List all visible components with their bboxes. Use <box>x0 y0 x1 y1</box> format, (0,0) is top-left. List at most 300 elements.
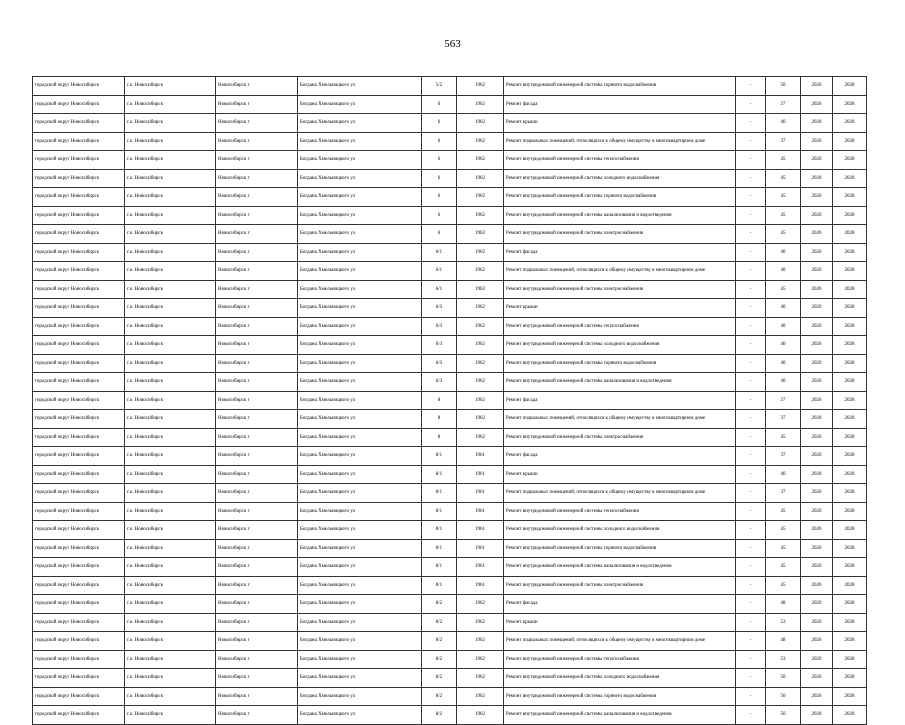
count-cell: 53 <box>766 650 801 669</box>
dash-cell: - <box>736 206 766 225</box>
district-cell: г.о. Новосибирск <box>125 114 216 133</box>
city-cell: Новосибирск г <box>216 539 298 558</box>
municipality-cell: городской округ Новосибирск <box>33 465 125 484</box>
count-cell: 50 <box>766 669 801 688</box>
house-number-cell: 6 <box>422 188 457 207</box>
city-cell: Новосибирск г <box>216 576 298 595</box>
house-number-cell: 8/1 <box>422 447 457 466</box>
district-cell: г.о. Новосибирск <box>125 613 216 632</box>
district-cell: г.о. Новосибирск <box>125 706 216 725</box>
work-type-cell: Ремонт фасада <box>504 391 736 410</box>
table-row <box>33 262 867 281</box>
end-year-cell: 2028 <box>833 225 867 244</box>
count-cell: 45 <box>766 558 801 577</box>
year-built-cell: 1962 <box>457 632 504 651</box>
city-cell: Новосибирск г <box>216 354 298 373</box>
district-cell: г.о. Новосибирск <box>125 317 216 336</box>
street-cell: Богдана Хмельницкого ул <box>298 447 422 466</box>
end-year-cell: 2028 <box>833 317 867 336</box>
house-number-cell: 6/1 <box>422 280 457 299</box>
city-cell: Новосибирск г <box>216 243 298 262</box>
start-year-cell: 2026 <box>801 447 833 466</box>
street-cell: Богдана Хмельницкого ул <box>298 595 422 614</box>
year-built-cell: 1962 <box>457 95 504 114</box>
end-year-cell: 2028 <box>833 188 867 207</box>
table-row <box>33 558 867 577</box>
municipality-cell: городской округ Новосибирск <box>33 706 125 725</box>
house-number-cell: 8/2 <box>422 613 457 632</box>
district-cell: г.о. Новосибирск <box>125 521 216 540</box>
dash-cell: - <box>736 447 766 466</box>
street-cell: Богдана Хмельницкого ул <box>298 669 422 688</box>
count-cell: 45 <box>766 576 801 595</box>
municipality-cell: городской округ Новосибирск <box>33 354 125 373</box>
end-year-cell: 2028 <box>833 447 867 466</box>
count-cell: 40 <box>766 354 801 373</box>
dash-cell: - <box>736 262 766 281</box>
table-row <box>33 650 867 669</box>
street-cell: Богдана Хмельницкого ул <box>298 243 422 262</box>
count-cell: 48 <box>766 632 801 651</box>
city-cell: Новосибирск г <box>216 706 298 725</box>
municipality-cell: городской округ Новосибирск <box>33 243 125 262</box>
end-year-cell: 2028 <box>833 650 867 669</box>
work-type-cell: Ремонт внутридомовой инженерной системы электроснабжения <box>504 576 736 595</box>
start-year-cell: 2026 <box>801 428 833 447</box>
end-year-cell: 2028 <box>833 262 867 281</box>
dash-cell: - <box>736 391 766 410</box>
table-row <box>33 299 867 318</box>
municipality-cell: городской округ Новосибирск <box>33 447 125 466</box>
end-year-cell: 2028 <box>833 151 867 170</box>
work-type-cell: Ремонт внутридомовой инженерной системы канализования и водоотведения <box>504 558 736 577</box>
house-number-cell: 6/3 <box>422 299 457 318</box>
municipality-cell: городской округ Новосибирск <box>33 595 125 614</box>
dash-cell: - <box>736 280 766 299</box>
start-year-cell: 2026 <box>801 262 833 281</box>
house-number-cell: 8/1 <box>422 465 457 484</box>
city-cell: Новосибирск г <box>216 262 298 281</box>
house-number-cell: 6 <box>422 132 457 151</box>
work-type-cell: Ремонт фасада <box>504 595 736 614</box>
end-year-cell: 2028 <box>833 465 867 484</box>
year-built-cell: 1961 <box>457 539 504 558</box>
table-row <box>33 706 867 725</box>
district-cell: г.о. Новосибирск <box>125 262 216 281</box>
municipality-cell: городской округ Новосибирск <box>33 428 125 447</box>
work-type-cell: Ремонт внутридомовой инженерной системы горячего водоснабжения <box>504 188 736 207</box>
house-number-cell: 8/1 <box>422 502 457 521</box>
count-cell: 40 <box>766 243 801 262</box>
year-built-cell: 1962 <box>457 280 504 299</box>
district-cell: г.о. Новосибирск <box>125 299 216 318</box>
street-cell: Богдана Хмельницкого ул <box>298 410 422 429</box>
work-type-cell: Ремонт фасада <box>504 243 736 262</box>
district-cell: г.о. Новосибирск <box>125 687 216 706</box>
district-cell: г.о. Новосибирск <box>125 669 216 688</box>
count-cell: 50 <box>766 706 801 725</box>
house-number-cell: 6/3 <box>422 336 457 355</box>
house-number-cell: 8/2 <box>422 687 457 706</box>
street-cell: Богдана Хмельницкого ул <box>298 95 422 114</box>
count-cell: 40 <box>766 373 801 392</box>
start-year-cell: 2026 <box>801 465 833 484</box>
start-year-cell: 2026 <box>801 206 833 225</box>
city-cell: Новосибирск г <box>216 595 298 614</box>
street-cell: Богдана Хмельницкого ул <box>298 428 422 447</box>
year-built-cell: 1962 <box>457 151 504 170</box>
street-cell: Богдана Хмельницкого ул <box>298 114 422 133</box>
district-cell: г.о. Новосибирск <box>125 428 216 447</box>
work-type-cell: Ремонт внутридомовой инженерной системы теплоснабжения <box>504 151 736 170</box>
year-built-cell: 1962 <box>457 299 504 318</box>
city-cell: Новосибирск г <box>216 447 298 466</box>
work-type-cell: Ремонт внутридомовой инженерной системы электроснабжения <box>504 428 736 447</box>
dash-cell: - <box>736 428 766 447</box>
year-built-cell: 1962 <box>457 428 504 447</box>
district-cell: г.о. Новосибирск <box>125 632 216 651</box>
year-built-cell: 1961 <box>457 502 504 521</box>
municipality-cell: городской округ Новосибирск <box>33 613 125 632</box>
work-type-cell: Ремонт внутридомовой инженерной системы горячего водоснабжения <box>504 77 736 96</box>
street-cell: Богдана Хмельницкого ул <box>298 391 422 410</box>
work-type-cell: Ремонт подвальных помещений, относящихся к общему имуществу в многоквартирном доме <box>504 484 736 503</box>
year-built-cell: 1962 <box>457 132 504 151</box>
end-year-cell: 2028 <box>833 280 867 299</box>
count-cell: 37 <box>766 484 801 503</box>
year-built-cell: 1962 <box>457 391 504 410</box>
start-year-cell: 2026 <box>801 77 833 96</box>
municipality-cell: городской округ Новосибирск <box>33 151 125 170</box>
work-type-cell: Ремонт внутридомовой инженерной системы холодного водоснабжения <box>504 169 736 188</box>
end-year-cell: 2028 <box>833 354 867 373</box>
district-cell: г.о. Новосибирск <box>125 558 216 577</box>
street-cell: Богдана Хмельницкого ул <box>298 687 422 706</box>
street-cell: Богдана Хмельницкого ул <box>298 188 422 207</box>
count-cell: 50 <box>766 77 801 96</box>
table-row <box>33 151 867 170</box>
house-number-cell: 8/2 <box>422 669 457 688</box>
municipality-cell: городской округ Новосибирск <box>33 650 125 669</box>
district-cell: г.о. Новосибирск <box>125 465 216 484</box>
street-cell: Богдана Хмельницкого ул <box>298 317 422 336</box>
year-built-cell: 1962 <box>457 206 504 225</box>
district-cell: г.о. Новосибирск <box>125 502 216 521</box>
start-year-cell: 2026 <box>801 576 833 595</box>
dash-cell: - <box>736 465 766 484</box>
street-cell: Богдана Хмельницкого ул <box>298 558 422 577</box>
work-type-cell: Ремонт внутридомовой инженерной системы холодного водоснабжения <box>504 336 736 355</box>
work-type-cell: Ремонт внутридомовой инженерной системы канализования и водоотведения <box>504 373 736 392</box>
street-cell: Богдана Хмельницкого ул <box>298 539 422 558</box>
count-cell: 45 <box>766 539 801 558</box>
district-cell: г.о. Новосибирск <box>125 169 216 188</box>
table-row <box>33 539 867 558</box>
city-cell: Новосибирск г <box>216 373 298 392</box>
count-cell: 45 <box>766 225 801 244</box>
end-year-cell: 2028 <box>833 206 867 225</box>
district-cell: г.о. Новосибирск <box>125 280 216 299</box>
count-cell: 40 <box>766 299 801 318</box>
district-cell: г.о. Новосибирск <box>125 77 216 96</box>
table-row <box>33 354 867 373</box>
dash-cell: - <box>736 687 766 706</box>
municipality-cell: городской округ Новосибирск <box>33 225 125 244</box>
dash-cell: - <box>736 132 766 151</box>
city-cell: Новосибирск г <box>216 650 298 669</box>
house-number-cell: 6 <box>422 169 457 188</box>
work-type-cell: Ремонт подвальных помещений, относящихся к общему имуществу в многоквартирном доме <box>504 262 736 281</box>
dash-cell: - <box>736 521 766 540</box>
year-built-cell: 1961 <box>457 558 504 577</box>
house-number-cell: 6/1 <box>422 262 457 281</box>
city-cell: Новосибирск г <box>216 77 298 96</box>
city-cell: Новосибирск г <box>216 613 298 632</box>
table-row <box>33 95 867 114</box>
district-cell: г.о. Новосибирск <box>125 539 216 558</box>
city-cell: Новосибирск г <box>216 632 298 651</box>
year-built-cell: 1962 <box>457 687 504 706</box>
city-cell: Новосибирск г <box>216 428 298 447</box>
house-number-cell: 6 <box>422 114 457 133</box>
municipality-cell: городской округ Новосибирск <box>33 558 125 577</box>
end-year-cell: 2028 <box>833 576 867 595</box>
dash-cell: - <box>736 576 766 595</box>
city-cell: Новосибирск г <box>216 484 298 503</box>
city-cell: Новосибирск г <box>216 188 298 207</box>
city-cell: Новосибирск г <box>216 225 298 244</box>
work-type-cell: Ремонт внутридомовой инженерной системы горячего водоснабжения <box>504 687 736 706</box>
house-number-cell: 8/1 <box>422 558 457 577</box>
end-year-cell: 2028 <box>833 632 867 651</box>
municipality-cell: городской округ Новосибирск <box>33 95 125 114</box>
dash-cell: - <box>736 317 766 336</box>
end-year-cell: 2028 <box>833 521 867 540</box>
start-year-cell: 2026 <box>801 151 833 170</box>
house-number-cell: 8/1 <box>422 521 457 540</box>
start-year-cell: 2026 <box>801 354 833 373</box>
city-cell: Новосибирск г <box>216 410 298 429</box>
year-built-cell: 1962 <box>457 77 504 96</box>
municipality-cell: городской округ Новосибирск <box>33 502 125 521</box>
start-year-cell: 2026 <box>801 632 833 651</box>
municipality-cell: городской округ Новосибирск <box>33 317 125 336</box>
dash-cell: - <box>736 151 766 170</box>
dash-cell: - <box>736 225 766 244</box>
start-year-cell: 2026 <box>801 225 833 244</box>
municipality-cell: городской округ Новосибирск <box>33 77 125 96</box>
street-cell: Богдана Хмельницкого ул <box>298 502 422 521</box>
year-built-cell: 1962 <box>457 354 504 373</box>
work-type-cell: Ремонт крыши <box>504 114 736 133</box>
year-built-cell: 1962 <box>457 669 504 688</box>
city-cell: Новосибирск г <box>216 521 298 540</box>
end-year-cell: 2028 <box>833 132 867 151</box>
dash-cell: - <box>736 706 766 725</box>
house-number-cell: 8/2 <box>422 650 457 669</box>
dash-cell: - <box>736 243 766 262</box>
work-type-cell: Ремонт внутридомовой инженерной системы канализования и водоотведения <box>504 206 736 225</box>
work-type-cell: Ремонт фасада <box>504 95 736 114</box>
table-row <box>33 225 867 244</box>
dash-cell: - <box>736 114 766 133</box>
house-number-cell: 6 <box>422 95 457 114</box>
count-cell: 45 <box>766 151 801 170</box>
table-row <box>33 243 867 262</box>
count-cell: 40 <box>766 114 801 133</box>
city-cell: Новосибирск г <box>216 132 298 151</box>
municipality-cell: городской округ Новосибирск <box>33 336 125 355</box>
count-cell: 53 <box>766 613 801 632</box>
district-cell: г.о. Новосибирск <box>125 336 216 355</box>
house-number-cell: 8/2 <box>422 706 457 725</box>
dash-cell: - <box>736 188 766 207</box>
work-type-cell: Ремонт крыши <box>504 465 736 484</box>
municipality-cell: городской округ Новосибирск <box>33 299 125 318</box>
municipality-cell: городской округ Новосибирск <box>33 687 125 706</box>
street-cell: Богдана Хмельницкого ул <box>298 225 422 244</box>
street-cell: Богдана Хмельницкого ул <box>298 576 422 595</box>
district-cell: г.о. Новосибирск <box>125 151 216 170</box>
municipality-cell: городской округ Новосибирск <box>33 576 125 595</box>
table-row <box>33 428 867 447</box>
street-cell: Богдана Хмельницкого ул <box>298 132 422 151</box>
street-cell: Богдана Хмельницкого ул <box>298 169 422 188</box>
municipality-cell: городской округ Новосибирск <box>33 539 125 558</box>
dash-cell: - <box>736 336 766 355</box>
end-year-cell: 2028 <box>833 484 867 503</box>
house-number-cell: 6 <box>422 225 457 244</box>
table-row <box>33 447 867 466</box>
work-type-cell: Ремонт внутридомовой инженерной системы холодного водоснабжения <box>504 521 736 540</box>
work-type-cell: Ремонт внутридомовой инженерной системы электроснабжения <box>504 280 736 299</box>
house-number-cell: 6/3 <box>422 373 457 392</box>
district-cell: г.о. Новосибирск <box>125 132 216 151</box>
end-year-cell: 2028 <box>833 169 867 188</box>
street-cell: Богдана Хмельницкого ул <box>298 262 422 281</box>
city-cell: Новосибирск г <box>216 502 298 521</box>
work-type-cell: Ремонт крыши <box>504 613 736 632</box>
district-cell: г.о. Новосибирск <box>125 576 216 595</box>
year-built-cell: 1962 <box>457 243 504 262</box>
dash-cell: - <box>736 410 766 429</box>
table-row <box>33 576 867 595</box>
count-cell: 37 <box>766 410 801 429</box>
street-cell: Богдана Хмельницкого ул <box>298 650 422 669</box>
district-cell: г.о. Новосибирск <box>125 206 216 225</box>
work-type-cell: Ремонт внутридомовой инженерной системы горячего водоснабжения <box>504 539 736 558</box>
year-built-cell: 1961 <box>457 447 504 466</box>
table-row <box>33 502 867 521</box>
city-cell: Новосибирск г <box>216 114 298 133</box>
house-number-cell: 8/1 <box>422 576 457 595</box>
municipality-cell: городской округ Новосибирск <box>33 632 125 651</box>
district-cell: г.о. Новосибирск <box>125 410 216 429</box>
end-year-cell: 2028 <box>833 669 867 688</box>
start-year-cell: 2026 <box>801 410 833 429</box>
work-type-cell: Ремонт внутридомовой инженерной системы горячего водоснабжения <box>504 354 736 373</box>
street-cell: Богдана Хмельницкого ул <box>298 336 422 355</box>
table-row <box>33 336 867 355</box>
start-year-cell: 2026 <box>801 299 833 318</box>
page-number: 563 <box>444 38 461 50</box>
house-number-cell: 6/3 <box>422 317 457 336</box>
start-year-cell: 2026 <box>801 613 833 632</box>
dash-cell: - <box>736 373 766 392</box>
year-built-cell: 1961 <box>457 521 504 540</box>
work-type-cell: Ремонт крыши <box>504 299 736 318</box>
house-number-cell: 6/1 <box>422 243 457 262</box>
end-year-cell: 2028 <box>833 114 867 133</box>
city-cell: Новосибирск г <box>216 299 298 318</box>
work-type-cell: Ремонт внутридомовой инженерной системы теплоснабжения <box>504 317 736 336</box>
start-year-cell: 2026 <box>801 336 833 355</box>
table-row <box>33 465 867 484</box>
count-cell: 45 <box>766 428 801 447</box>
table-row <box>33 687 867 706</box>
district-cell: г.о. Новосибирск <box>125 595 216 614</box>
dash-cell: - <box>736 539 766 558</box>
end-year-cell: 2028 <box>833 410 867 429</box>
dash-cell: - <box>736 95 766 114</box>
house-number-cell: 8 <box>422 410 457 429</box>
start-year-cell: 2026 <box>801 669 833 688</box>
count-cell: 37 <box>766 132 801 151</box>
end-year-cell: 2028 <box>833 539 867 558</box>
year-built-cell: 1962 <box>457 650 504 669</box>
table-row <box>33 114 867 133</box>
house-number-cell: 8/2 <box>422 595 457 614</box>
municipality-cell: городской округ Новосибирск <box>33 132 125 151</box>
year-built-cell: 1962 <box>457 595 504 614</box>
dash-cell: - <box>736 669 766 688</box>
street-cell: Богдана Хмельницкого ул <box>298 77 422 96</box>
count-cell: 45 <box>766 502 801 521</box>
street-cell: Богдана Хмельницкого ул <box>298 280 422 299</box>
count-cell: 45 <box>766 521 801 540</box>
count-cell: 45 <box>766 188 801 207</box>
end-year-cell: 2028 <box>833 95 867 114</box>
table-row <box>33 521 867 540</box>
start-year-cell: 2026 <box>801 558 833 577</box>
table-row <box>33 206 867 225</box>
year-built-cell: 1961 <box>457 465 504 484</box>
table-row <box>33 484 867 503</box>
table-row <box>33 373 867 392</box>
year-built-cell: 1962 <box>457 336 504 355</box>
city-cell: Новосибирск г <box>216 317 298 336</box>
start-year-cell: 2026 <box>801 169 833 188</box>
house-number-cell: 8/2 <box>422 632 457 651</box>
end-year-cell: 2028 <box>833 613 867 632</box>
city-cell: Новосибирск г <box>216 169 298 188</box>
end-year-cell: 2028 <box>833 558 867 577</box>
work-type-cell: Ремонт фасада <box>504 447 736 466</box>
table-row <box>33 77 867 96</box>
dash-cell: - <box>736 632 766 651</box>
city-cell: Новосибирск г <box>216 687 298 706</box>
table-row <box>33 613 867 632</box>
street-cell: Богдана Хмельницкого ул <box>298 632 422 651</box>
start-year-cell: 2026 <box>801 539 833 558</box>
capital-repair-table <box>32 76 867 725</box>
start-year-cell: 2026 <box>801 317 833 336</box>
city-cell: Новосибирск г <box>216 95 298 114</box>
municipality-cell: городской округ Новосибирск <box>33 484 125 503</box>
year-built-cell: 1962 <box>457 114 504 133</box>
count-cell: 48 <box>766 595 801 614</box>
city-cell: Новосибирск г <box>216 465 298 484</box>
